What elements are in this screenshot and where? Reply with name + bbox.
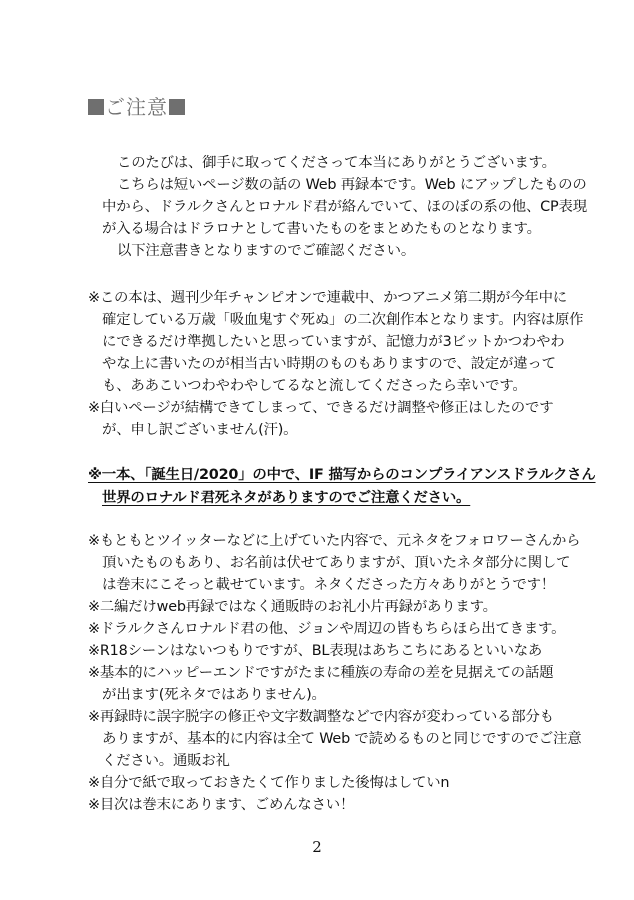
note-line: は巻末にこそっと載せています。ネタくださった方々ありがとうです！ (102, 577, 555, 593)
note-line: ※目次は巻末にあります、ごめんなさい！ (88, 797, 355, 813)
note-line: ※自分で紙で取っておきたくて作りました後悔はしていn (88, 775, 450, 791)
page-number: 2 (312, 838, 322, 856)
note-line: ※ドラルクさんロナルド君の他、ジョンや周辺の皆もちらほら出てきます。 (88, 621, 566, 637)
heading-right-block (169, 99, 185, 115)
note-line: 確定している万歳「吸血鬼すぐ死ぬ」の二次創作本となります。内容は原作 (102, 312, 584, 328)
note-line: ください。通販お礼 (102, 753, 230, 769)
note-line: ※再録時に誤字脱字の修正や文字数調整などで内容が変わっている部分も (88, 709, 554, 725)
section-heading (88, 94, 185, 120)
note-line: やな上に書いたのが相当古い時期のものもありますので、設定が違って (102, 356, 556, 372)
note-line: ※この本は、週刊少年チャンピオンで連載中、かつアニメ第二期が今年中に (88, 290, 567, 306)
note-line: ※白いページが結構できてしまって、できるだけ調整や修正はしたのです (88, 400, 554, 416)
note-line: 頂いたものもあり、お名前は伏せてありますが、頂いたネタ部分に関して (102, 555, 571, 571)
note-line: が、申し訳ございません(汗)。 (102, 422, 298, 438)
intro-line: が入る場合はドラロナとして書いたものをまとめたものとなります。 (102, 221, 541, 237)
intro-line: このたびは、御手に取ってくださって本当にありがとうございます。 (117, 155, 556, 171)
note-line: が出ます(死ネタではありません)。 (102, 687, 326, 703)
heading-title: ご注意 (105, 95, 168, 119)
note-line: ※R18シーンはないつもりですが、BL表現はあちこちにあるといいなあ (88, 643, 543, 659)
intro-line: 中から、ドラルクさんとロナルド君が絡んでいて、ほのぼの系の他、CP表現 (102, 199, 587, 215)
note-line: ※二編だけweb再録ではなく通販時のお礼小片再録があります。 (88, 599, 497, 615)
note-line: ありますが、基本的に内容は全て Web で読めるものと同じですのでご注意 (102, 731, 582, 747)
note-line: ※基本的にハッピーエンドですがたまに種族の寿命の差を見据えての話題 (88, 665, 554, 681)
heading-left-block (88, 99, 104, 115)
important-notice-line: ※一本、「誕生日/2020」の中で、IF 描写からのコンプライアンスドラルクさん (88, 467, 596, 483)
note-line: ※もともとツイッターなどに上げていた内容で、元ネタをフォロワーさんから (88, 533, 581, 549)
intro-line: こちらは短いページ数の話の Web 再録本です。Web にアップしたものの (117, 177, 587, 193)
note-line: も、ああこいつわやわやしてるなと流してくださったら幸いです。 (102, 378, 527, 394)
intro-line: 以下注意書きとなりますのでご確認ください。 (117, 243, 416, 259)
important-notice-line: 世界のロナルド君死ネタがありますのでご注意ください。 (102, 490, 471, 506)
note-line: にできるだけ準拠したいと思っていますが、記憶力が3ビットかつわやわ (102, 334, 565, 350)
